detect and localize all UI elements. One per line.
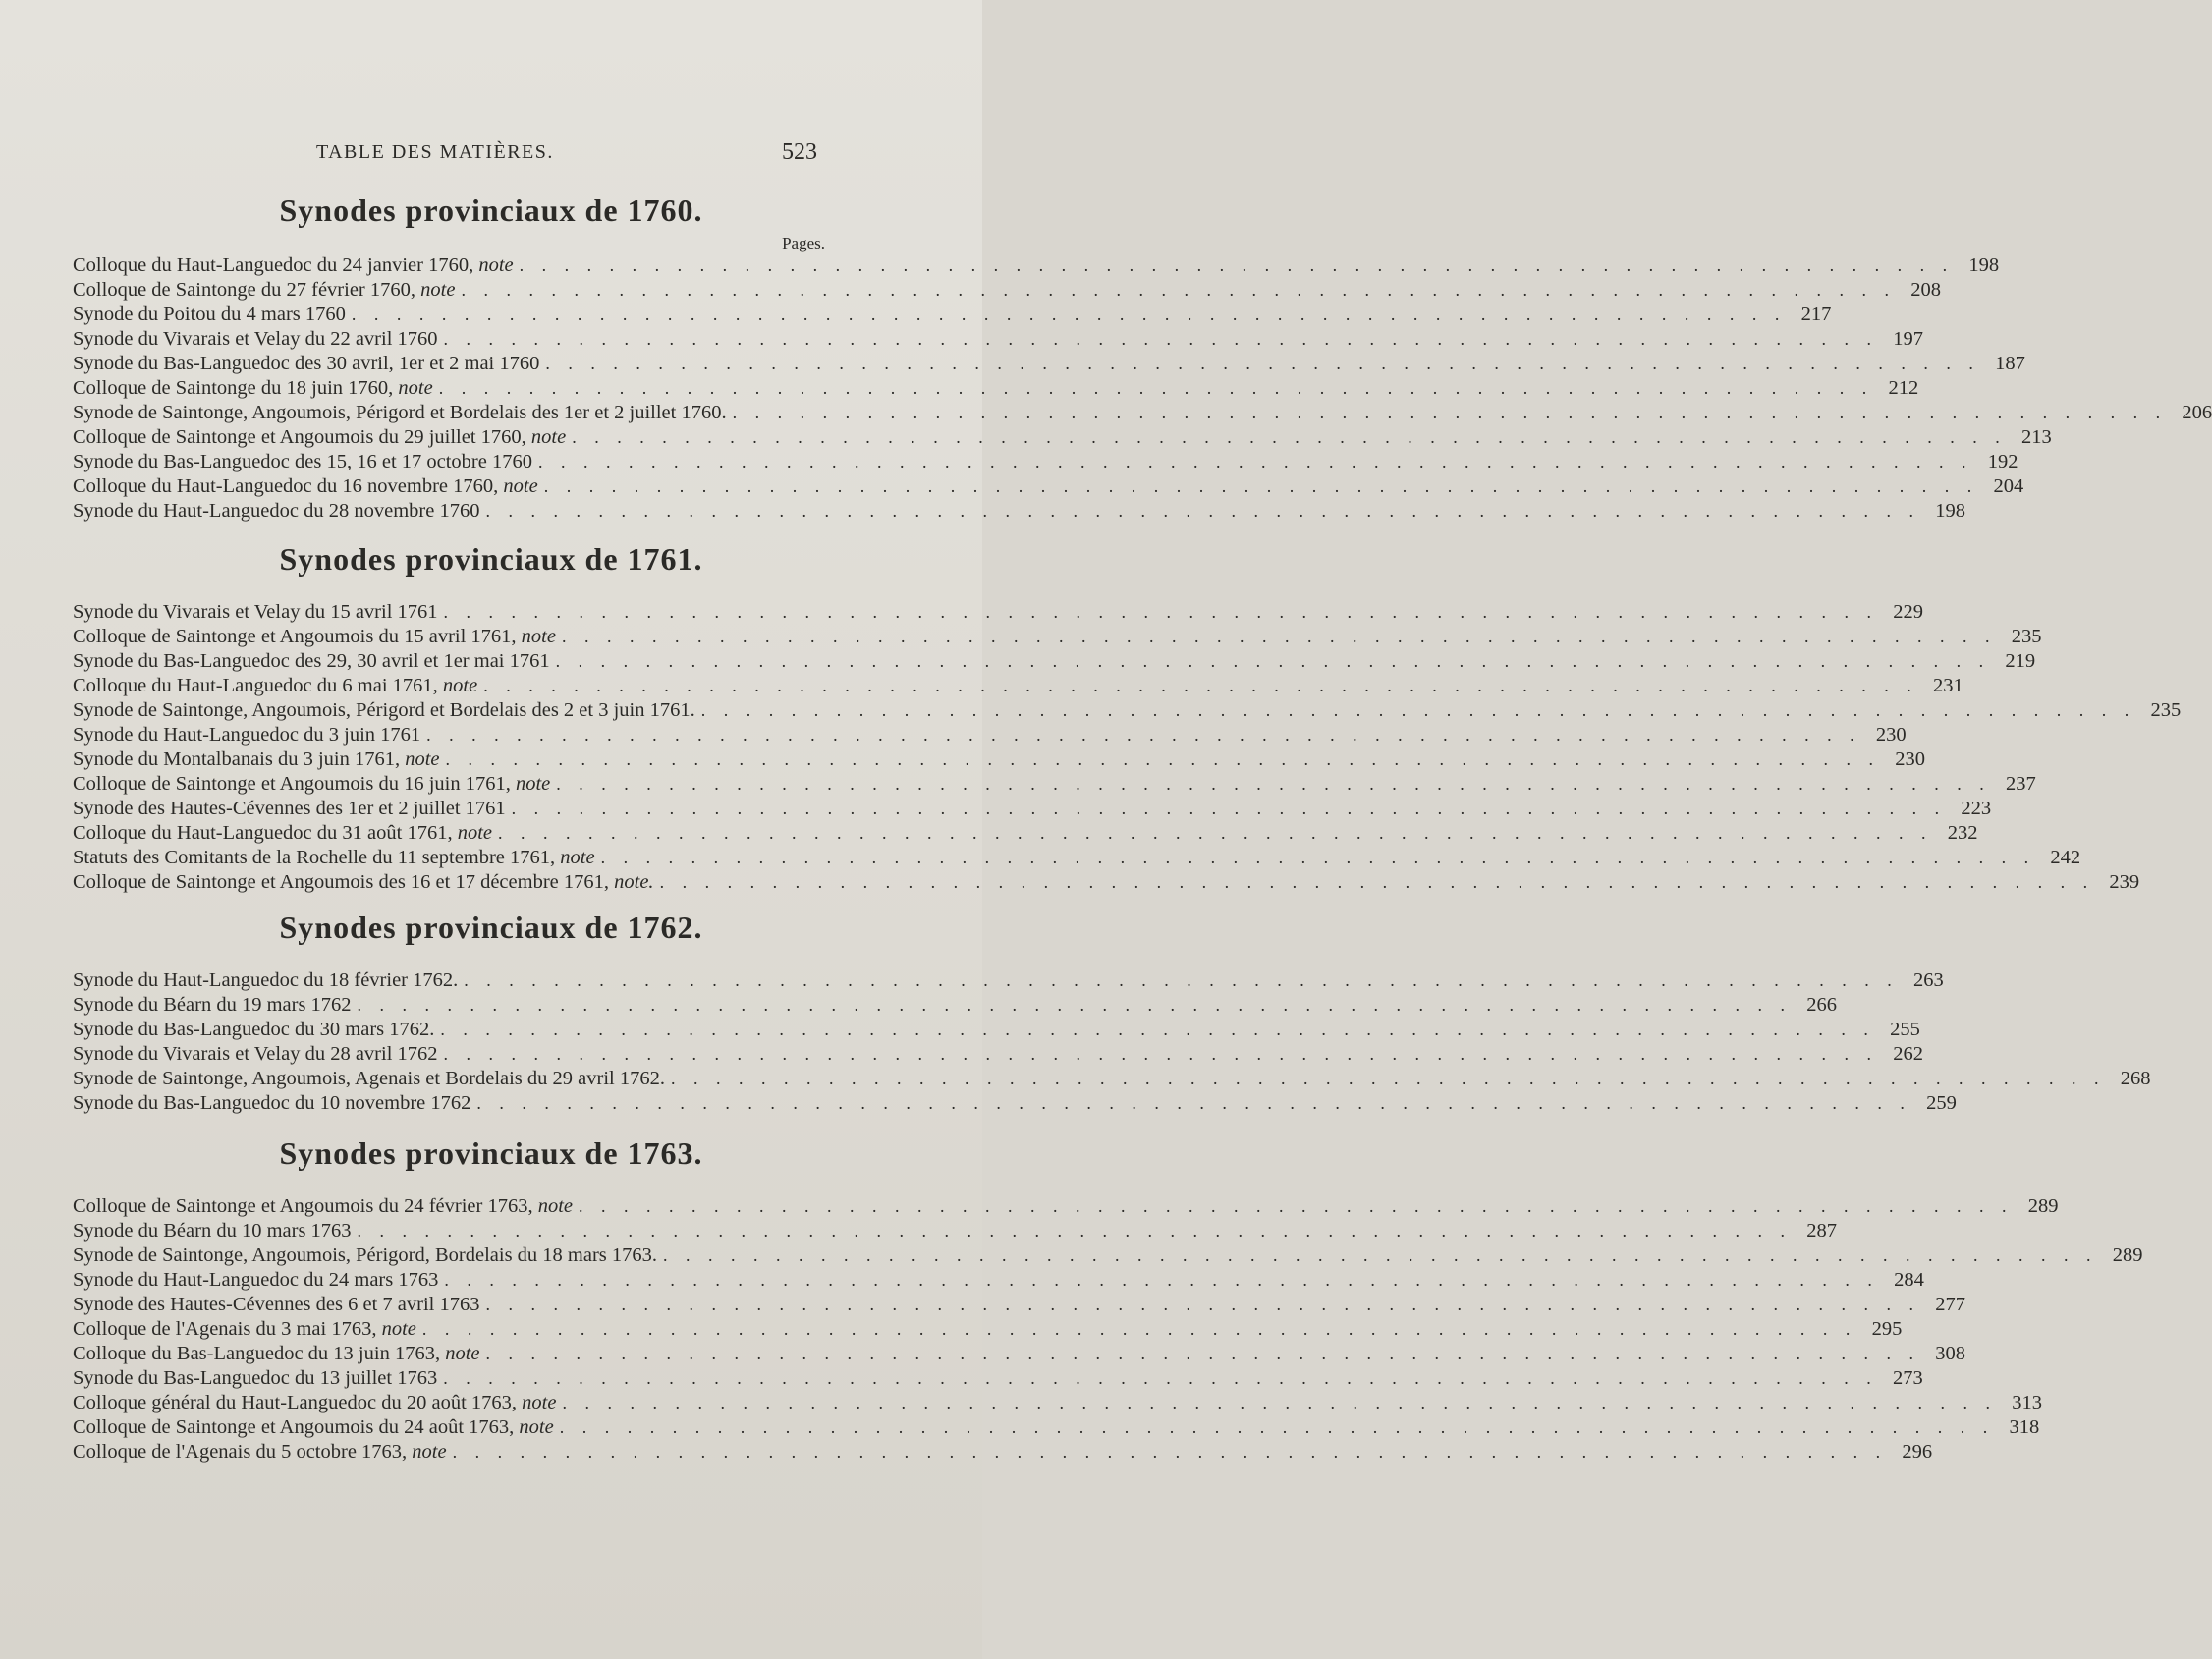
toc-entry-title bbox=[73, 1018, 434, 1042]
toc-entry-title bbox=[73, 625, 556, 649]
toc-entry bbox=[73, 1091, 1957, 1116]
dot-leader bbox=[440, 1018, 1875, 1042]
toc-entry-text: Synode du Poitou du 4 mars 1760 bbox=[73, 304, 346, 325]
toc-entry bbox=[73, 698, 2182, 723]
toc-entry-text: Colloque du Haut-Languedoc du 16 novembre 1760, bbox=[73, 475, 504, 497]
toc-entry-text: Colloque du Haut-Languedoc du 6 mai 1761, bbox=[73, 675, 443, 696]
toc-entry-title bbox=[73, 425, 566, 450]
toc-entry bbox=[73, 278, 1941, 303]
dot-leader bbox=[562, 1391, 1997, 1415]
toc-entry bbox=[73, 821, 1978, 846]
dot-leader bbox=[358, 993, 1793, 1018]
toc-entry-page: 263 bbox=[1913, 969, 1944, 991]
dot-leader bbox=[426, 723, 1861, 747]
toc-entry bbox=[73, 1391, 2042, 1415]
dot-leader bbox=[439, 376, 1874, 401]
toc-entry-text: Synode du Haut-Languedoc du 18 février 1762. bbox=[73, 969, 459, 991]
toc-entry-text: Colloque de Saintonge du 27 février 1760, bbox=[73, 279, 421, 301]
dot-leader bbox=[476, 1091, 1911, 1116]
toc-entry-page: 212 bbox=[1888, 377, 1919, 399]
dot-leader bbox=[486, 1342, 1921, 1366]
toc-entry bbox=[73, 1067, 2151, 1091]
toc-entry-page: 232 bbox=[1947, 822, 1978, 844]
toc-entry-title bbox=[73, 1391, 556, 1415]
dot-leader bbox=[443, 1366, 1878, 1391]
toc-entry-title bbox=[73, 376, 433, 401]
toc-entry-text: Synode des Hautes-Cévennes des 6 et 7 avril 1763 bbox=[73, 1294, 480, 1315]
toc-entry-note: note bbox=[478, 254, 514, 276]
section-1762 bbox=[0, 904, 2151, 1116]
toc-entry-title bbox=[73, 846, 595, 870]
dot-leader bbox=[483, 674, 1918, 698]
toc-entry-note: note bbox=[445, 1343, 480, 1364]
toc-entry-page: 229 bbox=[1893, 601, 1924, 623]
toc-entry-note: note bbox=[398, 377, 433, 399]
toc-entry-text: Synode des Hautes-Cévennes des 1er et 2 juillet 1761 bbox=[73, 798, 506, 819]
dot-leader bbox=[358, 1219, 1793, 1244]
toc-entry-page: 235 bbox=[2150, 699, 2182, 721]
dot-leader bbox=[601, 846, 2036, 870]
section-title: Synodes provinciaux de 1762. bbox=[279, 910, 703, 945]
toc-entry bbox=[73, 649, 2036, 674]
toc-entry-page: 313 bbox=[2012, 1392, 2042, 1413]
toc-entry-text: Colloque de l'Agenais du 3 mai 1763, bbox=[73, 1318, 382, 1340]
toc-entry-text: Synode du Haut-Languedoc du 24 mars 1763 bbox=[73, 1269, 439, 1291]
toc-entry-note: note bbox=[412, 1441, 447, 1463]
dot-leader bbox=[660, 870, 2095, 895]
pages-column-label: Pages. bbox=[782, 234, 825, 252]
toc-entry-page: 219 bbox=[2005, 650, 2036, 672]
toc-entry-note: note bbox=[381, 1318, 416, 1340]
toc-entry bbox=[73, 625, 2042, 649]
toc-entry-title bbox=[73, 993, 352, 1018]
dot-leader bbox=[562, 625, 1997, 649]
dot-leader bbox=[544, 474, 1979, 499]
toc-entry-note: note bbox=[457, 822, 492, 844]
toc-entry-page: 308 bbox=[1935, 1343, 1965, 1364]
dot-leader bbox=[444, 327, 1879, 352]
toc-entry bbox=[73, 747, 1926, 772]
toc-entry-title bbox=[73, 1342, 480, 1366]
toc-entry-text: Synode de Saintonge, Angoumois, Agenais et Bordelais du 29 avril 1762. bbox=[73, 1068, 665, 1089]
toc-entry-page: 217 bbox=[1800, 304, 1832, 325]
dot-leader bbox=[464, 968, 1899, 993]
toc-entry bbox=[73, 1268, 1924, 1293]
toc-entry-page: 213 bbox=[2020, 426, 2052, 448]
dot-leader bbox=[733, 401, 2168, 425]
toc-entry-text: Colloque du Haut-Languedoc du 31 août 1761, bbox=[73, 822, 458, 844]
toc-entry-page: 197 bbox=[1893, 328, 1924, 350]
toc-entry-page: 242 bbox=[2050, 847, 2081, 868]
toc-entry bbox=[73, 968, 1944, 993]
dot-leader bbox=[556, 649, 1991, 674]
toc-entry-note: note bbox=[530, 426, 567, 448]
toc-entry bbox=[73, 376, 1919, 401]
toc-entry-title bbox=[73, 821, 492, 846]
toc-entry-title bbox=[73, 797, 506, 821]
toc-entry-text: Synode de Saintonge, Angoumois, Périgord, Bordelais du 18 mars 1763. bbox=[73, 1244, 658, 1266]
page-number: 523 bbox=[782, 139, 817, 165]
dot-leader bbox=[671, 1067, 2106, 1091]
toc-entry-text: Synode du Vivarais et Velay du 15 avril 1761 bbox=[73, 601, 438, 623]
toc-entry-text: Synode du Bas-Languedoc du 13 juillet 1763 bbox=[73, 1367, 438, 1389]
toc-entry bbox=[73, 499, 1965, 524]
toc-entry-title bbox=[73, 968, 458, 993]
toc-entry bbox=[73, 600, 1924, 625]
section-1760 bbox=[0, 187, 2212, 524]
toc-entry bbox=[73, 327, 1924, 352]
toc-entry bbox=[73, 1342, 1965, 1366]
toc-entry-title bbox=[73, 870, 654, 895]
section-title: Synodes provinciaux de 1761. bbox=[279, 541, 703, 577]
toc-entry-note: note bbox=[405, 748, 440, 770]
toc-entry-text: Colloque de Saintonge du 18 juin 1760, bbox=[73, 377, 399, 399]
dot-leader bbox=[422, 1317, 1857, 1342]
toc-entry bbox=[73, 425, 2052, 450]
dot-leader bbox=[663, 1244, 2098, 1268]
toc-entry-page: 268 bbox=[2120, 1068, 2151, 1089]
toc-entry-page: 230 bbox=[1895, 748, 1926, 770]
toc-entry bbox=[73, 1219, 1838, 1244]
toc-entry bbox=[73, 1244, 2143, 1268]
toc-entry-page: 239 bbox=[2109, 871, 2140, 893]
toc-entry-note: note bbox=[537, 1195, 574, 1217]
dot-leader bbox=[572, 425, 2007, 450]
dot-leader bbox=[352, 303, 1787, 327]
toc-entry-text: Synode de Saintonge, Angoumois, Périgord et Bordelais des 2 et 3 juin 1761. bbox=[73, 699, 695, 721]
page-header bbox=[0, 138, 982, 177]
section-1763 bbox=[0, 1130, 2143, 1465]
toc-entry-text: Colloque général du Haut-Languedoc du 20 août 1763, bbox=[73, 1392, 523, 1413]
toc-entry bbox=[73, 1366, 1923, 1391]
toc-entry-text: Synode du Haut-Languedoc du 28 novembre 1760 bbox=[73, 500, 480, 522]
dot-leader bbox=[545, 352, 1980, 376]
toc-entry-title bbox=[73, 1067, 665, 1091]
dot-leader bbox=[444, 1268, 1879, 1293]
toc-entry bbox=[73, 352, 2025, 376]
toc-entry bbox=[73, 870, 2140, 895]
toc-entry bbox=[73, 1317, 1903, 1342]
toc-entry bbox=[73, 674, 1963, 698]
toc-entry-text: Synode du Bas-Languedoc du 10 novembre 1762 bbox=[73, 1092, 471, 1114]
toc-entry-text: Colloque de Saintonge et Angoumois du 15 avril 1761, bbox=[73, 626, 522, 647]
toc-entry-page: 192 bbox=[1987, 451, 2018, 472]
toc-entry-note: note bbox=[515, 773, 551, 795]
toc-entry-text: Colloque de Saintonge et Angoumois du 24 février 1763, bbox=[73, 1195, 538, 1217]
toc-entry-title bbox=[73, 1366, 437, 1391]
toc-entry-page: 187 bbox=[1995, 353, 2025, 374]
toc-entry-page: 262 bbox=[1893, 1043, 1924, 1065]
dot-leader bbox=[512, 797, 1947, 821]
toc-entry-page: 231 bbox=[1932, 675, 1963, 696]
toc-entry-text: Synode du Bas-Languedoc des 30 avril, 1er et 2 mai 1760 bbox=[73, 353, 540, 374]
toc-entry-title bbox=[73, 1219, 352, 1244]
toc-entry bbox=[73, 1415, 2040, 1440]
toc-entry bbox=[73, 474, 2024, 499]
toc-entry-title bbox=[73, 303, 346, 327]
toc-entry-text: Colloque de Saintonge et Angoumois du 29 juillet 1760, bbox=[73, 426, 531, 448]
toc-list bbox=[0, 253, 2212, 524]
toc-entry-page: 206 bbox=[2182, 402, 2212, 423]
toc-entry-note: note bbox=[503, 475, 538, 497]
toc-list bbox=[0, 1194, 2143, 1465]
toc-entry bbox=[73, 797, 1992, 821]
toc-entry-page: 289 bbox=[2112, 1244, 2143, 1266]
toc-entry bbox=[73, 993, 1838, 1018]
toc-entry-text: Colloque de Saintonge et Angoumois du 16 juin 1761, bbox=[73, 773, 516, 795]
toc-entry bbox=[73, 253, 2000, 278]
toc-entry bbox=[73, 1440, 1933, 1465]
toc-entry-text: Colloque de Saintonge et Angoumois du 24 août 1763, bbox=[73, 1416, 520, 1438]
section-1761 bbox=[0, 535, 2182, 895]
toc-entry bbox=[73, 1042, 1924, 1067]
toc-entry bbox=[73, 723, 1907, 747]
toc-entry bbox=[73, 401, 2212, 425]
toc-entry-title bbox=[73, 1317, 416, 1342]
toc-entry-title bbox=[73, 401, 727, 425]
toc-entry-title bbox=[73, 1091, 470, 1116]
toc-entry-page: 289 bbox=[2027, 1195, 2059, 1217]
toc-entry-page: 284 bbox=[1894, 1269, 1924, 1291]
toc-entry-title bbox=[73, 649, 550, 674]
toc-entry-text: Colloque du Haut-Languedoc du 24 janvier 1760, bbox=[73, 254, 479, 276]
toc-entry-title bbox=[73, 1440, 447, 1465]
toc-entry-text: Synode du Béarn du 10 mars 1763 bbox=[73, 1220, 352, 1242]
toc-entry-page: 237 bbox=[2006, 773, 2036, 795]
toc-entry-title bbox=[73, 253, 514, 278]
running-title: TABLE DES MATIÈRES. bbox=[316, 141, 554, 163]
toc-entry-title bbox=[73, 1268, 438, 1293]
dot-leader bbox=[485, 1293, 1920, 1317]
toc-entry-text: Synode du Vivarais et Velay du 22 avril 1760 bbox=[73, 328, 438, 350]
toc-entry bbox=[73, 450, 2018, 474]
toc-entry-title bbox=[73, 600, 438, 625]
toc-entry-title bbox=[73, 674, 477, 698]
toc-entry-page: 318 bbox=[2009, 1416, 2040, 1438]
toc-entry-page: 198 bbox=[1968, 254, 2000, 276]
toc-entry-page: 259 bbox=[1926, 1092, 1957, 1114]
toc-entry-text: Synode du Montalbanais du 3 juin 1761, bbox=[73, 748, 406, 770]
toc-entry-text: Synode du Bas-Languedoc du 30 mars 1762. bbox=[73, 1019, 435, 1040]
dot-leader bbox=[453, 1440, 1888, 1465]
toc-entry-page: 277 bbox=[1935, 1294, 1965, 1315]
section-title: Synodes provinciaux de 1763. bbox=[279, 1135, 703, 1171]
toc-entry-text: Synode du Haut-Languedoc du 3 juin 1761 bbox=[73, 724, 421, 746]
toc-entry-page: 223 bbox=[1961, 798, 1992, 819]
toc-entry-title bbox=[73, 772, 550, 797]
toc-entry-text: Colloque de l'Agenais du 5 octobre 1763, bbox=[73, 1441, 413, 1463]
toc-entry-note: note bbox=[420, 279, 456, 301]
toc-entry-note: note bbox=[522, 1392, 557, 1413]
toc-entry-page: 235 bbox=[2011, 626, 2042, 647]
toc-entry-page: 266 bbox=[1806, 994, 1838, 1016]
toc-entry bbox=[73, 1293, 1965, 1317]
toc-entry bbox=[73, 1194, 2059, 1219]
dot-leader bbox=[556, 772, 1991, 797]
toc-entry-title bbox=[73, 499, 479, 524]
toc-entry-title bbox=[73, 327, 438, 352]
toc-list bbox=[0, 600, 2182, 895]
toc-entry-title bbox=[73, 1042, 438, 1067]
dot-leader bbox=[579, 1194, 2014, 1219]
toc-list bbox=[0, 968, 2151, 1116]
dot-leader bbox=[444, 1042, 1879, 1067]
toc-entry bbox=[73, 303, 1832, 327]
toc-entry-note: note bbox=[521, 626, 556, 647]
toc-entry-page: 287 bbox=[1806, 1220, 1838, 1242]
toc-entry-title bbox=[73, 698, 695, 723]
toc-entry-note: note. bbox=[614, 871, 654, 893]
toc-entry-title bbox=[73, 723, 420, 747]
toc-entry-text: Synode du Béarn du 19 mars 1762 bbox=[73, 994, 352, 1016]
toc-entry-text: Synode du Bas-Languedoc des 29, 30 avril et 1er mai 1761 bbox=[73, 650, 550, 672]
toc-entry-title bbox=[73, 278, 455, 303]
toc-entry-page: 296 bbox=[1902, 1441, 1933, 1463]
toc-entry-page: 255 bbox=[1890, 1019, 1920, 1040]
toc-entry bbox=[73, 1018, 1920, 1042]
toc-entry-page: 273 bbox=[1892, 1367, 1923, 1389]
dot-leader bbox=[520, 253, 1955, 278]
toc-entry-note: note bbox=[519, 1416, 554, 1438]
toc-entry-page: 204 bbox=[1993, 475, 2024, 497]
toc-entry-title bbox=[73, 474, 538, 499]
toc-entry-text: Statuts des Comitants de la Rochelle du 11 septembre 1761, bbox=[73, 847, 561, 868]
section-title: Synodes provinciaux de 1760. bbox=[279, 193, 703, 228]
toc-entry-text: Colloque du Bas-Languedoc du 13 juin 1763, bbox=[73, 1343, 446, 1364]
toc-entry bbox=[73, 846, 2081, 870]
toc-entry-title bbox=[73, 352, 539, 376]
toc-entry-title bbox=[73, 450, 532, 474]
toc-entry-note: note bbox=[442, 675, 478, 696]
toc-entry-page: 208 bbox=[1910, 279, 1941, 301]
dot-leader bbox=[701, 698, 2136, 723]
dot-leader bbox=[444, 600, 1879, 625]
toc-entry-title bbox=[73, 747, 440, 772]
toc-entry-page: 230 bbox=[1875, 724, 1907, 746]
toc-entry-text: Colloque de Saintonge et Angoumois des 16 et 17 décembre 1761, bbox=[73, 871, 615, 893]
toc-entry-text: Synode de Saintonge, Angoumois, Périgord et Bordelais des 1er et 2 juillet 1760. bbox=[73, 402, 727, 423]
dot-leader bbox=[560, 1415, 1995, 1440]
dot-leader bbox=[538, 450, 1973, 474]
toc-entry-page: 198 bbox=[1935, 500, 1965, 522]
toc-entry-text: Synode du Vivarais et Velay du 28 avril 1762 bbox=[73, 1043, 438, 1065]
toc-entry-page: 295 bbox=[1871, 1318, 1903, 1340]
toc-entry-title bbox=[73, 1415, 554, 1440]
dot-leader bbox=[461, 278, 1896, 303]
toc-entry-text: Synode du Bas-Languedoc des 15, 16 et 17 octobre 1760 bbox=[73, 451, 532, 472]
toc-entry bbox=[73, 772, 2036, 797]
dot-leader bbox=[485, 499, 1920, 524]
dot-leader bbox=[498, 821, 1933, 846]
toc-entry-note: note bbox=[560, 847, 595, 868]
dot-leader bbox=[446, 747, 1881, 772]
toc-entry-title bbox=[73, 1293, 479, 1317]
toc-entry-title bbox=[73, 1194, 573, 1219]
toc-entry-title bbox=[73, 1244, 657, 1268]
